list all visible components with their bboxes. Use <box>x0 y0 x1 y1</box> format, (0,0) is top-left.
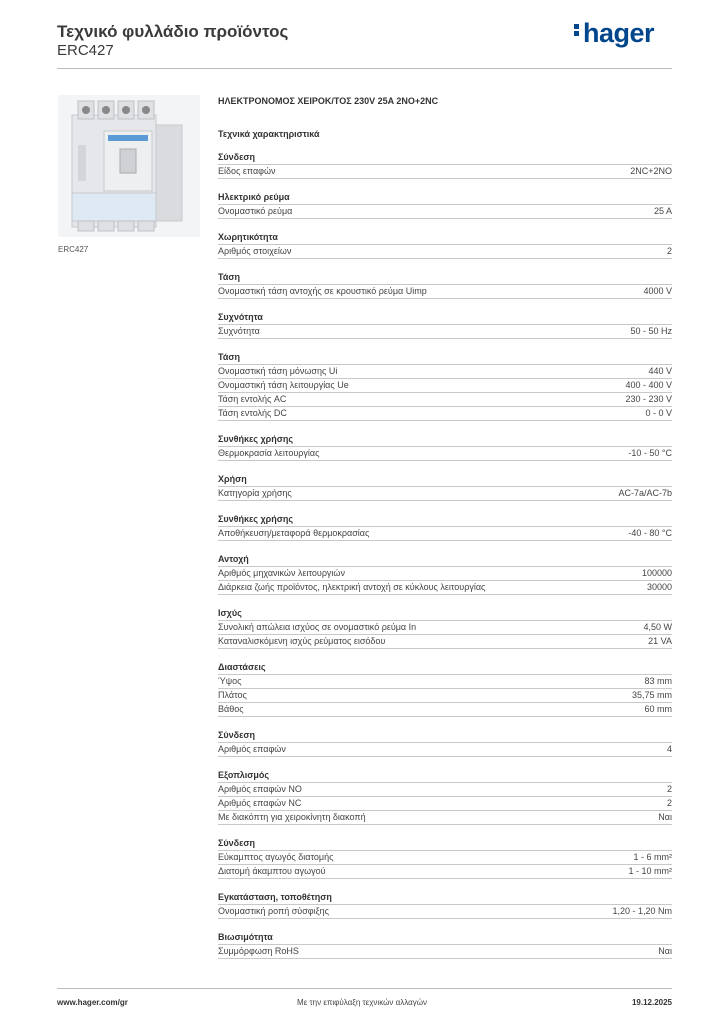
spec-value: 35,75 mm <box>631 690 672 700</box>
spec-value: 400 - 400 V <box>625 380 672 390</box>
spec-row <box>218 688 672 702</box>
spec-label: Βάθος <box>218 704 244 714</box>
spec-group <box>218 931 672 959</box>
spec-value: 2NC+2NO <box>630 166 672 176</box>
spec-rows <box>218 904 672 919</box>
spec-group <box>218 769 672 825</box>
spec-value: 1 - 10 mm² <box>628 866 672 876</box>
spec-label: Αριθμός επαφών NC <box>218 798 302 808</box>
spec-row <box>218 634 672 649</box>
spec-label: Εύκαμπτος αγωγός διατομής <box>218 852 334 862</box>
spec-label: Ονομαστική τάση αντοχής σε κρουστικό ρεύμα Uimp <box>218 286 427 296</box>
spec-row <box>218 526 672 541</box>
spec-group <box>218 351 672 421</box>
spec-label: Αριθμός μηχανικών λειτουργιών <box>218 568 345 578</box>
spec-group-title: Εξοπλισμός <box>218 770 270 780</box>
spec-value: Ναι <box>658 812 672 822</box>
spec-row <box>218 850 672 864</box>
spec-label: Θερμοκρασία λειτουργίας <box>218 448 320 458</box>
spec-group-title: Διαστάσεις <box>218 662 266 672</box>
spec-label: Ύψος <box>218 676 242 686</box>
spec-group-title: Τάση <box>218 352 241 362</box>
spec-value: 4,50 W <box>643 622 672 632</box>
spec-rows <box>218 164 672 179</box>
spec-row <box>218 702 672 717</box>
spec-row <box>218 782 672 796</box>
spec-value: 60 mm <box>644 704 672 714</box>
spec-label: Τάση εντολής DC <box>218 408 287 418</box>
spec-groups <box>218 151 672 959</box>
spec-group <box>218 661 672 717</box>
spec-rows <box>218 620 672 649</box>
spec-group-title: Εγκατάσταση, τοποθέτηση <box>218 892 332 902</box>
footer-disclaimer: Με την επιφύλαξη τεχνικών αλλαγών <box>297 998 427 1007</box>
spec-label: Συμμόρφωση RoHS <box>218 946 299 956</box>
spec-group <box>218 553 672 595</box>
spec-group <box>218 729 672 757</box>
spec-label: Ονομαστική τάση μόνωσης Ui <box>218 366 338 376</box>
spec-group <box>218 891 672 919</box>
document-title: Τεχνικό φυλλάδιο προϊόντος <box>57 22 289 41</box>
spec-label: Ονομαστική ροπή σύσφιξης <box>218 906 329 916</box>
image-caption: ERC427 <box>58 245 89 254</box>
spec-value: 2 <box>666 784 672 794</box>
spec-rows <box>218 526 672 541</box>
spec-group-title: Συνθήκες χρήσης <box>218 514 294 524</box>
spec-row <box>218 742 672 757</box>
spec-group-title: Σύνδεση <box>218 838 256 848</box>
spec-group <box>218 271 672 299</box>
spec-row <box>218 392 672 406</box>
spec-rows <box>218 742 672 757</box>
spec-value: AC-7a/AC-7b <box>618 488 672 498</box>
spec-row <box>218 620 672 634</box>
spec-rows <box>218 244 672 259</box>
spec-row <box>218 486 672 501</box>
spec-row <box>218 378 672 392</box>
spec-value: 4000 V <box>643 286 672 296</box>
spec-value: -40 - 80 °C <box>628 528 672 538</box>
spec-group <box>218 191 672 219</box>
spec-rows <box>218 284 672 299</box>
spec-value: 230 - 230 V <box>625 394 672 404</box>
spec-group <box>218 473 672 501</box>
spec-rows <box>218 850 672 879</box>
spec-row <box>218 796 672 810</box>
spec-value: 83 mm <box>644 676 672 686</box>
spec-value: -10 - 50 °C <box>628 448 672 458</box>
spec-row <box>218 324 672 339</box>
spec-value: 2 <box>666 798 672 808</box>
spec-content <box>218 96 672 971</box>
spec-rows <box>218 566 672 595</box>
spec-label: Ονομαστικό ρεύμα <box>218 206 293 216</box>
footer-website-link[interactable]: www.hager.com/gr <box>57 998 128 1007</box>
spec-group-title: Τάση <box>218 272 241 282</box>
contactor-icon <box>58 95 200 237</box>
spec-row <box>218 810 672 825</box>
logo-text: hager <box>582 18 654 48</box>
spec-rows <box>218 446 672 461</box>
spec-group <box>218 837 672 879</box>
spec-heading: Τεχνικά χαρακτηριστικά <box>218 129 320 139</box>
spec-rows <box>218 486 672 501</box>
spec-label: Διατομή άκαμπτου αγωγού <box>218 866 326 876</box>
page-header <box>57 20 672 70</box>
spec-value: 440 V <box>648 366 672 376</box>
spec-rows <box>218 324 672 339</box>
spec-label: Ονομαστική τάση λειτουργίας Ue <box>218 380 349 390</box>
spec-label: Αποθήκευση/μεταφορά θερμοκρασίας <box>218 528 370 538</box>
spec-group-title: Ηλεκτρικό ρεύμα <box>218 192 290 202</box>
spec-label: Με διακόπτη για χειροκίνητη διακοπή <box>218 812 366 822</box>
spec-value: 4 <box>666 744 672 754</box>
spec-group <box>218 231 672 259</box>
spec-rows <box>218 944 672 959</box>
spec-value: 30000 <box>646 582 672 592</box>
spec-rows <box>218 204 672 219</box>
spec-label: Είδος επαφών <box>218 166 276 176</box>
footer-date: 19.12.2025 <box>631 998 672 1007</box>
spec-row <box>218 204 672 219</box>
spec-row <box>218 364 672 378</box>
spec-label: Διάρκεια ζωής προϊόντος, ηλεκτρική αντοχή σε κύκλους λειτουργίας <box>218 582 486 592</box>
spec-group <box>218 513 672 541</box>
spec-label: Κατηγορία χρήσης <box>218 488 292 498</box>
spec-value: 21 VA <box>648 636 672 646</box>
product-code: ERC427 <box>57 42 114 59</box>
footer-divider <box>57 988 672 989</box>
logo-dots-icon <box>574 22 580 38</box>
spec-row <box>218 566 672 580</box>
spec-group-title: Σύνδεση <box>218 730 256 740</box>
spec-group-title: Σύνδεση <box>218 152 256 162</box>
spec-label: Καταναλισκόμενη ισχύς ρεύματος εισόδου <box>218 636 386 646</box>
product-name: ΗΛΕΚΤΡΟΝΟΜΟΣ ΧΕΙΡΟΚ/ΤΟΣ 230V 25A 2NO+2NC <box>218 96 439 106</box>
spec-row <box>218 284 672 299</box>
spec-group-title: Χωρητικότητα <box>218 232 278 242</box>
product-image <box>58 95 200 237</box>
spec-row <box>218 674 672 688</box>
spec-group-title: Βιωσιμότητα <box>218 932 273 942</box>
spec-group-title: Αντοχή <box>218 554 249 564</box>
spec-group-title: Συχνότητα <box>218 312 263 322</box>
spec-label: Αριθμός στοιχείων <box>218 246 292 256</box>
header-divider <box>57 68 672 69</box>
spec-row <box>218 406 672 421</box>
spec-row <box>218 864 672 879</box>
spec-value: 50 - 50 Hz <box>630 326 672 336</box>
spec-group <box>218 433 672 461</box>
spec-value: 100000 <box>641 568 672 578</box>
spec-row <box>218 944 672 959</box>
spec-rows <box>218 364 672 421</box>
spec-value: 0 - 0 V <box>645 408 672 418</box>
spec-row <box>218 244 672 259</box>
spec-group <box>218 151 672 179</box>
spec-value: 1 - 6 mm² <box>633 852 672 862</box>
spec-label: Αριθμός επαφών NO <box>218 784 302 794</box>
spec-row <box>218 446 672 461</box>
spec-label: Αριθμός επαφών <box>218 744 286 754</box>
spec-label: Συχνότητα <box>218 326 260 336</box>
spec-label: Πλάτος <box>218 690 247 700</box>
spec-group <box>218 311 672 339</box>
spec-group-title: Ισχύς <box>218 608 242 618</box>
spec-value: Ναι <box>658 946 672 956</box>
spec-row <box>218 580 672 595</box>
spec-group-title: Συνθήκες χρήσης <box>218 434 294 444</box>
spec-row <box>218 164 672 179</box>
spec-value: 1,20 - 1,20 Nm <box>612 906 672 916</box>
spec-value: 2 <box>666 246 672 256</box>
spec-rows <box>218 782 672 825</box>
spec-group <box>218 607 672 649</box>
spec-value: 25 A <box>653 206 672 216</box>
spec-group-title: Χρήση <box>218 474 247 484</box>
spec-row <box>218 904 672 919</box>
spec-rows <box>218 674 672 717</box>
hager-logo <box>574 18 654 49</box>
spec-label: Τάση εντολής AC <box>218 394 287 404</box>
spec-label: Συνολική απώλεια ισχύος σε ονομαστικό ρεύμα In <box>218 622 417 632</box>
